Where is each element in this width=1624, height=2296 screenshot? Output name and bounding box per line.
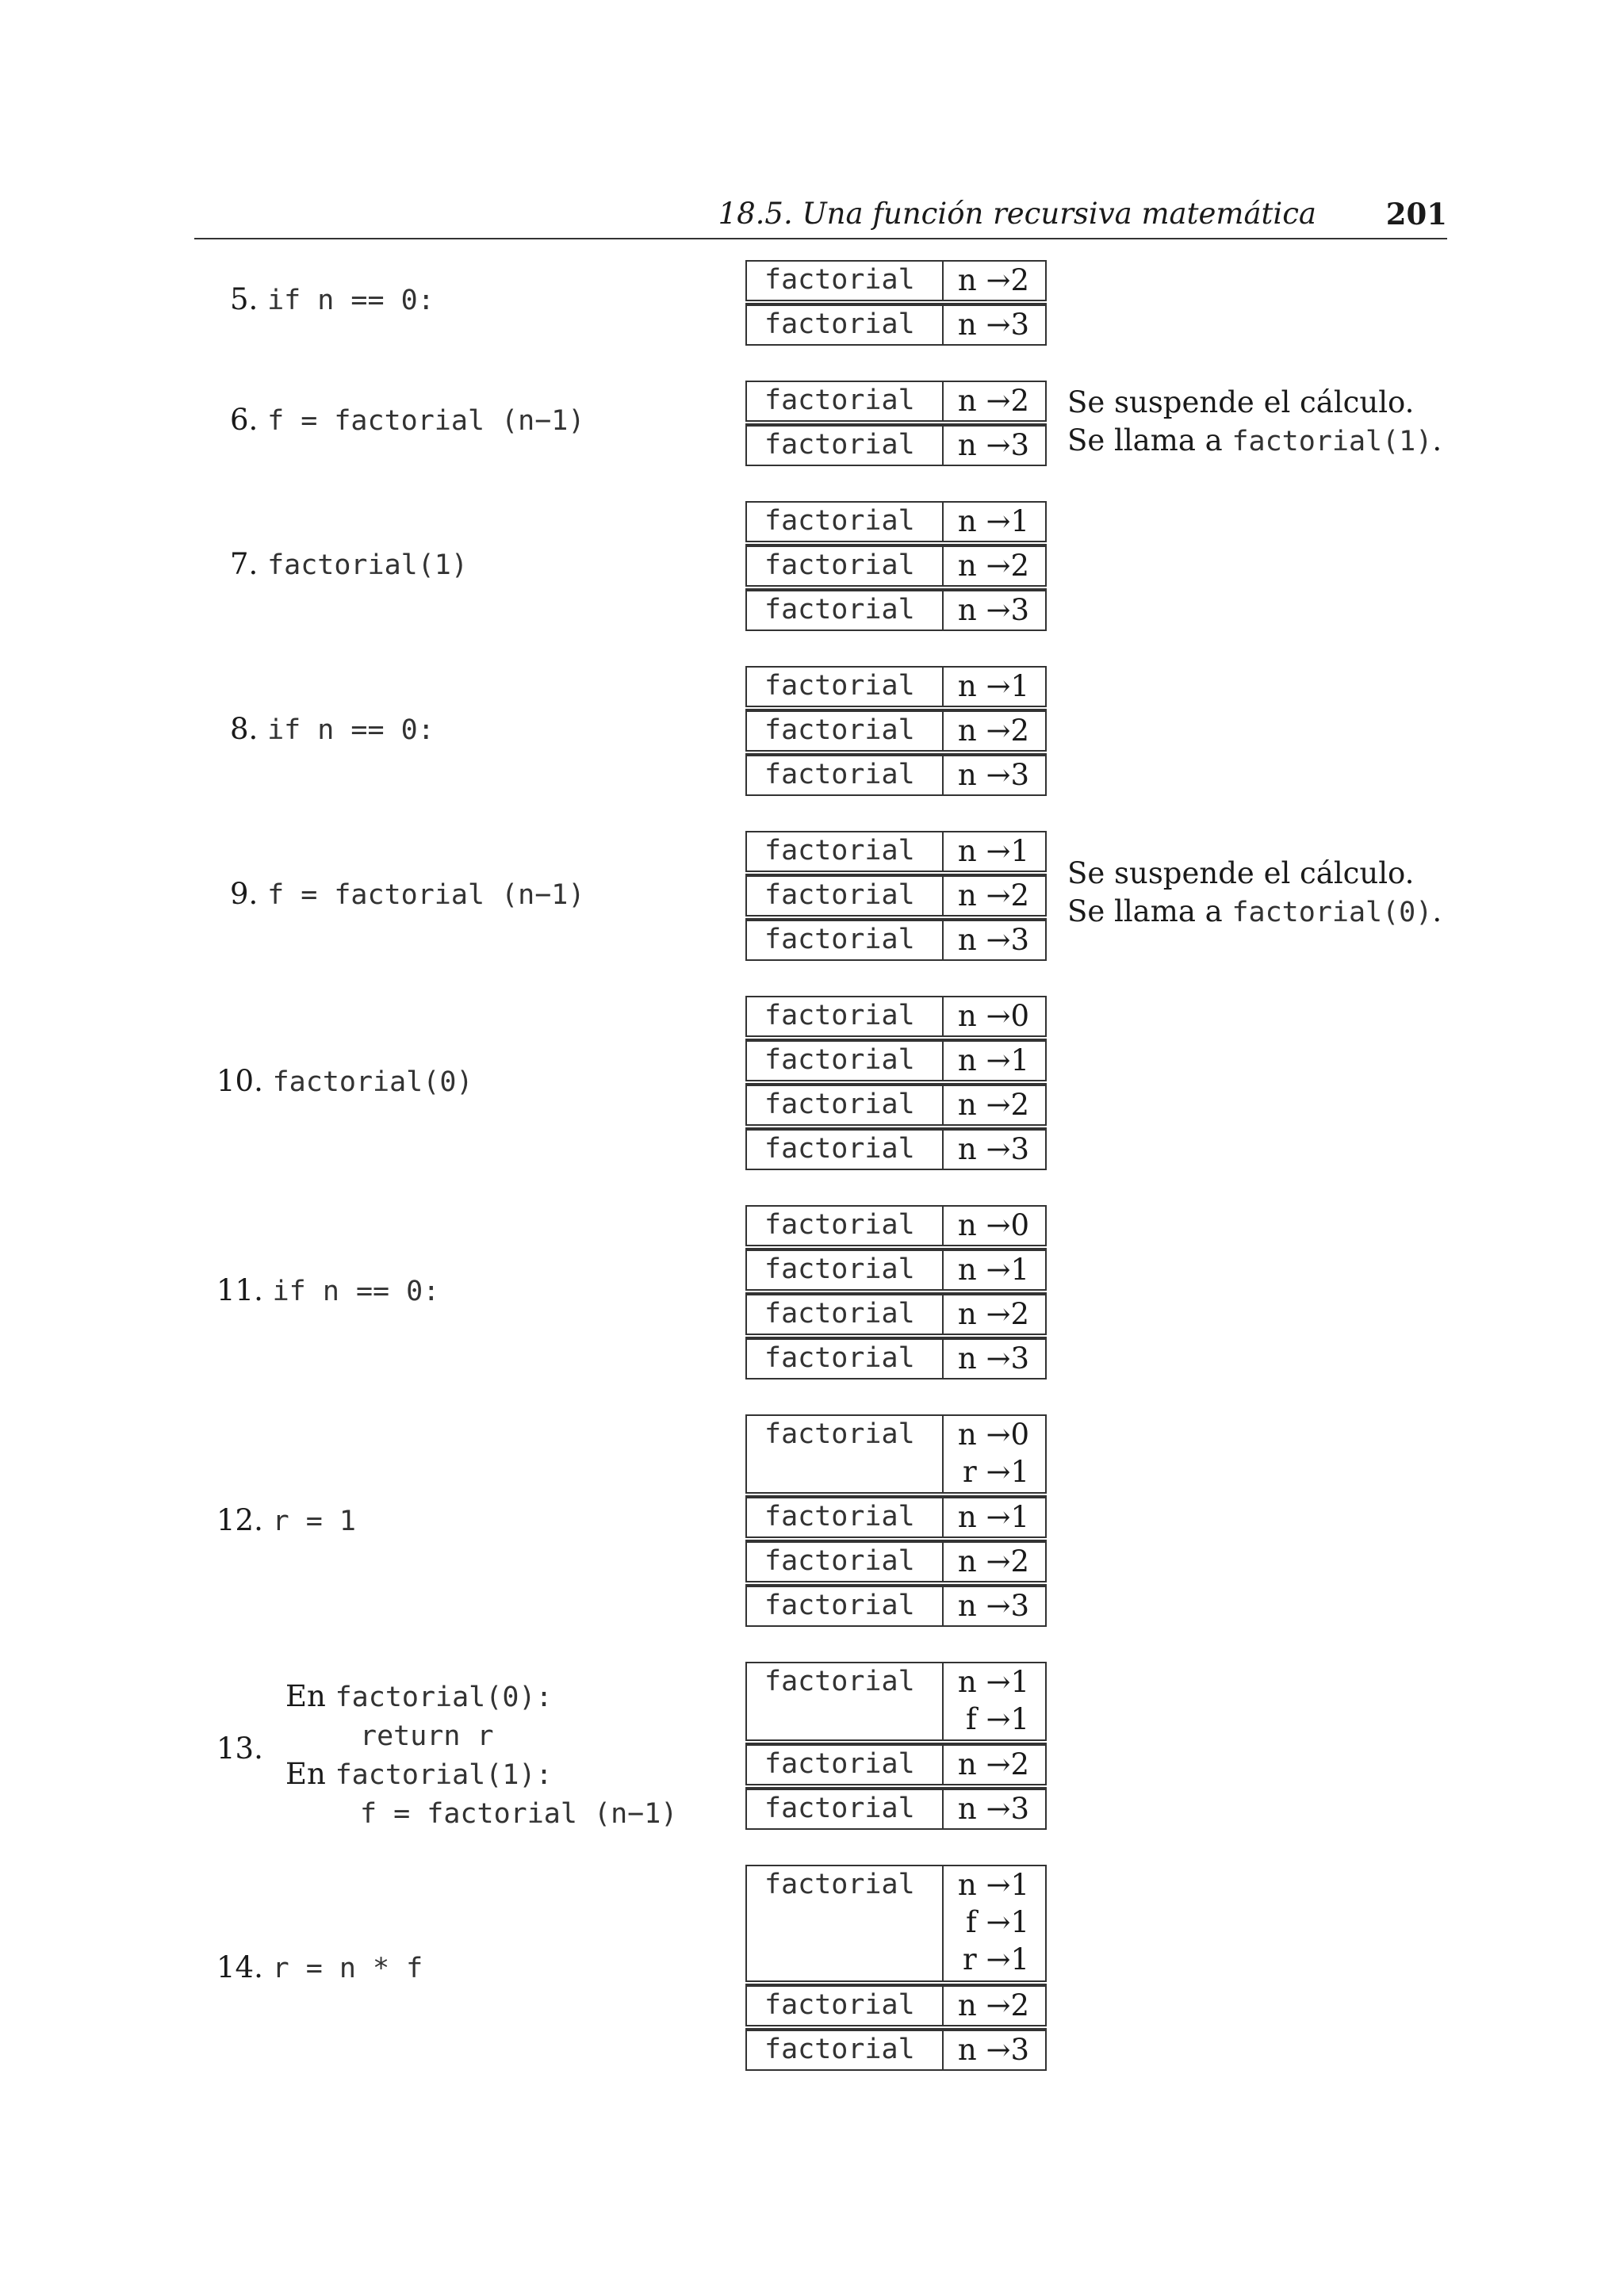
frame-var: f →1 [966, 1905, 1029, 1939]
running-title: 18.5. Una función recursiva matemática [718, 197, 1316, 231]
stack-frame [745, 1338, 1047, 1380]
frame-function: factorial [764, 1793, 915, 1824]
stack-frame [745, 1662, 1047, 1741]
frame-var: n →0 [957, 999, 1029, 1033]
stack-frame [745, 920, 1047, 961]
step-6: 6. f = factorial (n−1) [230, 403, 585, 437]
stack-frame [745, 1497, 1047, 1538]
frame-function: factorial [764, 1209, 915, 1241]
frame-var: n →3 [957, 593, 1029, 627]
stack-frame [745, 1294, 1047, 1335]
frame-function: factorial [764, 1590, 915, 1621]
step-9-note: Se suspende el cálculo. Se llama a factorial(0). [1067, 856, 1442, 928]
step-code: if n == 0: [267, 285, 435, 316]
frame-function: factorial [764, 879, 915, 911]
stack-frame [745, 545, 1047, 587]
frame-var: n →2 [957, 1088, 1029, 1122]
frame-var: n →3 [957, 428, 1029, 462]
step-code: f = factorial (n−1) [267, 879, 585, 911]
step-13-code: En factorial(0): return r En factorial(1): f = factorial (n−1) [285, 1679, 678, 1830]
frame-function: factorial [764, 1044, 915, 1076]
frame-function: factorial [764, 1989, 915, 2021]
step-7: 7. factorial(1) [230, 547, 468, 581]
stack-frame [745, 1205, 1047, 1246]
frame-var: n →0 [957, 1208, 1029, 1242]
step-13-number: 13. [216, 1732, 263, 1766]
frame-var: n →2 [957, 714, 1029, 748]
frame-function: factorial [764, 1342, 915, 1374]
stack-frame [745, 1541, 1047, 1582]
stack-frame [745, 831, 1047, 872]
stack-frame [745, 755, 1047, 796]
step-code: r = 1 [272, 1506, 356, 1537]
step-12: 12. r = 1 [216, 1503, 356, 1537]
frame-function: factorial [764, 505, 915, 537]
stack-frame [745, 381, 1047, 422]
frame-var: n →0 [957, 1418, 1029, 1452]
stack-frame [745, 590, 1047, 631]
stack-frame [745, 996, 1047, 1037]
frame-var: n →1 [957, 1665, 1029, 1699]
frame-function: factorial [764, 1000, 915, 1031]
frame-function: factorial [764, 759, 915, 790]
stack-frame [745, 1085, 1047, 1126]
frame-function: factorial [764, 835, 915, 867]
step-code: factorial(0) [272, 1066, 473, 1098]
frame-var: n →1 [957, 1043, 1029, 1077]
step-code: factorial(1) [267, 549, 468, 581]
stack-frame [745, 425, 1047, 466]
frame-var: n →3 [957, 1589, 1029, 1623]
step-14: 14. r = n * f [216, 1950, 423, 1984]
frame-var: n →1 [957, 1500, 1029, 1534]
step-6-note: Se suspende el cálculo. Se llama a factorial(1). [1067, 385, 1442, 457]
frame-var: f →1 [966, 1702, 1029, 1736]
step-9: 9. f = factorial (n−1) [230, 877, 585, 911]
frame-var: n →2 [957, 1988, 1029, 2022]
frame-var: n →3 [957, 758, 1029, 792]
frame-function: factorial [764, 2034, 915, 2065]
stack-frame [745, 1414, 1047, 1494]
step-code: f = factorial (n−1) [267, 405, 585, 437]
frame-var: n →1 [957, 669, 1029, 703]
frame-function: factorial [764, 1545, 915, 1577]
frame-function: factorial [764, 264, 915, 296]
frame-var: n →3 [957, 1792, 1029, 1826]
frame-var: n →2 [957, 549, 1029, 583]
step-5: 5. if n == 0: [230, 282, 435, 316]
step-10: 10. factorial(0) [216, 1064, 473, 1098]
frame-function: factorial [764, 1089, 915, 1120]
frame-function: factorial [764, 1418, 915, 1450]
step-code: r = n * f [272, 1953, 423, 1984]
frame-function: factorial [764, 594, 915, 626]
frame-var: n →2 [957, 384, 1029, 418]
stack-frame [745, 1586, 1047, 1627]
step-11: 11. if n == 0: [216, 1273, 440, 1307]
stack-frame [745, 2030, 1047, 2071]
stack-frame [745, 1789, 1047, 1830]
frame-function: factorial [764, 1869, 915, 1900]
step-8: 8. if n == 0: [230, 712, 435, 746]
frame-function: factorial [764, 308, 915, 340]
frame-var: n →2 [957, 878, 1029, 913]
frame-function: factorial [764, 924, 915, 955]
frame-var: n →1 [957, 834, 1029, 868]
stack-frame [745, 1040, 1047, 1081]
page-number: 201 [1385, 197, 1447, 232]
frame-var: n →2 [957, 263, 1029, 297]
frame-var: n →1 [957, 1868, 1029, 1902]
frame-function: factorial [764, 714, 915, 746]
frame-var: n →3 [957, 1341, 1029, 1376]
frame-var: n →3 [957, 2033, 1029, 2067]
frame-var: r →1 [963, 1942, 1029, 1976]
frame-var: n →2 [957, 1544, 1029, 1578]
stack-frame [745, 1129, 1047, 1170]
frame-function: factorial [764, 1133, 915, 1165]
step-code: if n == 0: [267, 714, 435, 746]
stack-frame [745, 875, 1047, 916]
stack-frame [745, 304, 1047, 346]
frame-var: n →3 [957, 308, 1029, 342]
stack-frame [745, 666, 1047, 707]
frame-function: factorial [764, 429, 915, 461]
frame-var: n →1 [957, 1253, 1029, 1287]
frame-function: factorial [764, 549, 915, 581]
frame-function: factorial [764, 1748, 915, 1780]
frame-function: factorial [764, 385, 915, 416]
stack-frame [745, 501, 1047, 542]
frame-function: factorial [764, 1666, 915, 1697]
stack-frame [745, 1249, 1047, 1291]
frame-function: factorial [764, 1253, 915, 1285]
stack-frame [745, 710, 1047, 752]
frame-var: n →3 [957, 1132, 1029, 1166]
stack-frame [745, 1865, 1047, 1982]
frame-var: n →2 [957, 1747, 1029, 1781]
frame-var: n →1 [957, 504, 1029, 538]
stack-frame [745, 1744, 1047, 1785]
frame-var: n →3 [957, 923, 1029, 957]
frame-var: r →1 [963, 1455, 1029, 1489]
frame-function: factorial [764, 670, 915, 702]
stack-frame [745, 260, 1047, 301]
page-header [194, 189, 1447, 239]
frame-function: factorial [764, 1298, 915, 1330]
frame-var: n →2 [957, 1297, 1029, 1331]
step-code: if n == 0: [272, 1276, 440, 1307]
frame-function: factorial [764, 1501, 915, 1533]
stack-frame [745, 1985, 1047, 2026]
